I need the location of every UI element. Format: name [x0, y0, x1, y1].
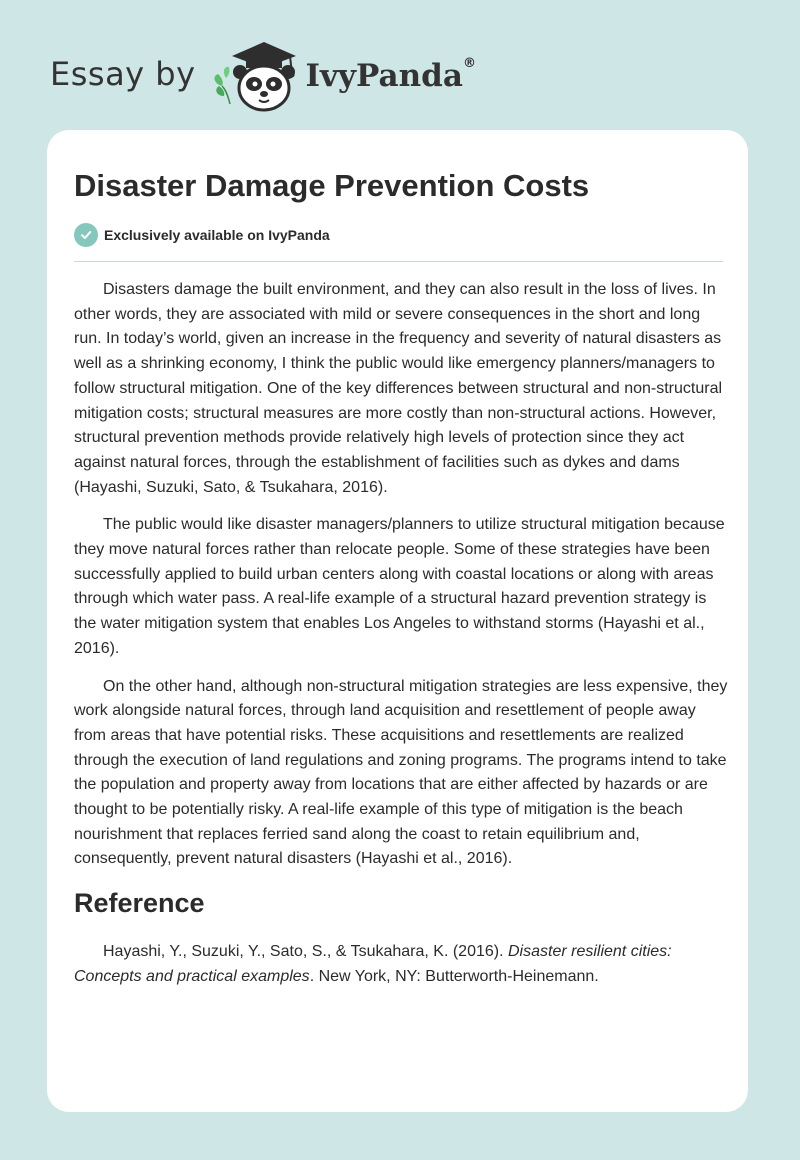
registered-mark: ®	[462, 56, 476, 71]
brand-name	[306, 58, 476, 94]
essay-title: Disaster Damage Prevention Costs	[74, 168, 590, 203]
brand-name-text: IvyPanda	[305, 58, 463, 94]
essay-card	[47, 130, 748, 1112]
essay-paragraph: The public would like disaster managers/planners to utilize structural mitigation because they move natural forces rather than relocate people. Some of these strategies have been successfully applied to build urban centers along with coastal locations or along with areas through which water pass. A real-life example of a structural hazard prevention strategy is the water mitigation system that enables Los Angeles to withstand storms (Hayashi et al., 2016).	[74, 516, 725, 657]
site-header-brand[interactable]	[50, 34, 476, 114]
title-divider	[74, 261, 723, 262]
reference-entry	[74, 940, 729, 989]
reference-authors: Hayashi, Y., Suzuki, Y., Sato, S., & Tsukahara, K. (2016).	[103, 943, 508, 961]
panda-graduate-logo-icon	[210, 34, 302, 114]
essay-body	[74, 278, 729, 990]
essay-paragraph: On the other hand, although non-structural mitigation strategies are less expensive, they work alongside natural forces, through land acquisition and resettlement of people away from areas that have potential risks. These acquisitions and resettlements are realized through the execution of land regulations and zoning programs. The programs intend to take the population and property away from locations that are either affected by hazards or are thought to be potentially risky. A real-life example of this type of mitigation is the beach nourishment that replaces ferried sand along the coast to retain equilibrium and, consequently, prevent natural disasters (Hayashi et al., 2016).	[74, 677, 728, 868]
exclusive-label: Exclusively available on IvyPanda	[104, 227, 330, 243]
reference-heading: Reference	[74, 888, 205, 919]
essay-paragraph: Disasters damage the built environment, and they can also result in the loss of lives. In other words, they are associated with mild or severe consequences in the short and long run. In today’s world, given an increase in the frequency and severity of natural disasters as well as a shrinking economy, I think the public would like emergency planners/managers to follow structural mitigation. One of the key differences between structural and non-structural mitigation costs; structural measures are more costly than non-structural actions. However, structural prevention methods provide relatively high levels of protection since they act against natural forces, through the establishment of facilities such as dykes and dams (Hayashi, Suzuki, Sato, & Tsukahara, 2016).	[74, 281, 723, 496]
brand-prefix: Essay by	[50, 55, 196, 93]
reference-publisher: . New York, NY: Butterworth-Heinemann.	[309, 967, 599, 985]
reference-list	[74, 940, 729, 989]
exclusive-badge	[74, 223, 330, 247]
reference-book-title: Disaster resilient cities: Concepts and practical examples	[74, 943, 672, 985]
check-circle-icon	[74, 223, 98, 247]
